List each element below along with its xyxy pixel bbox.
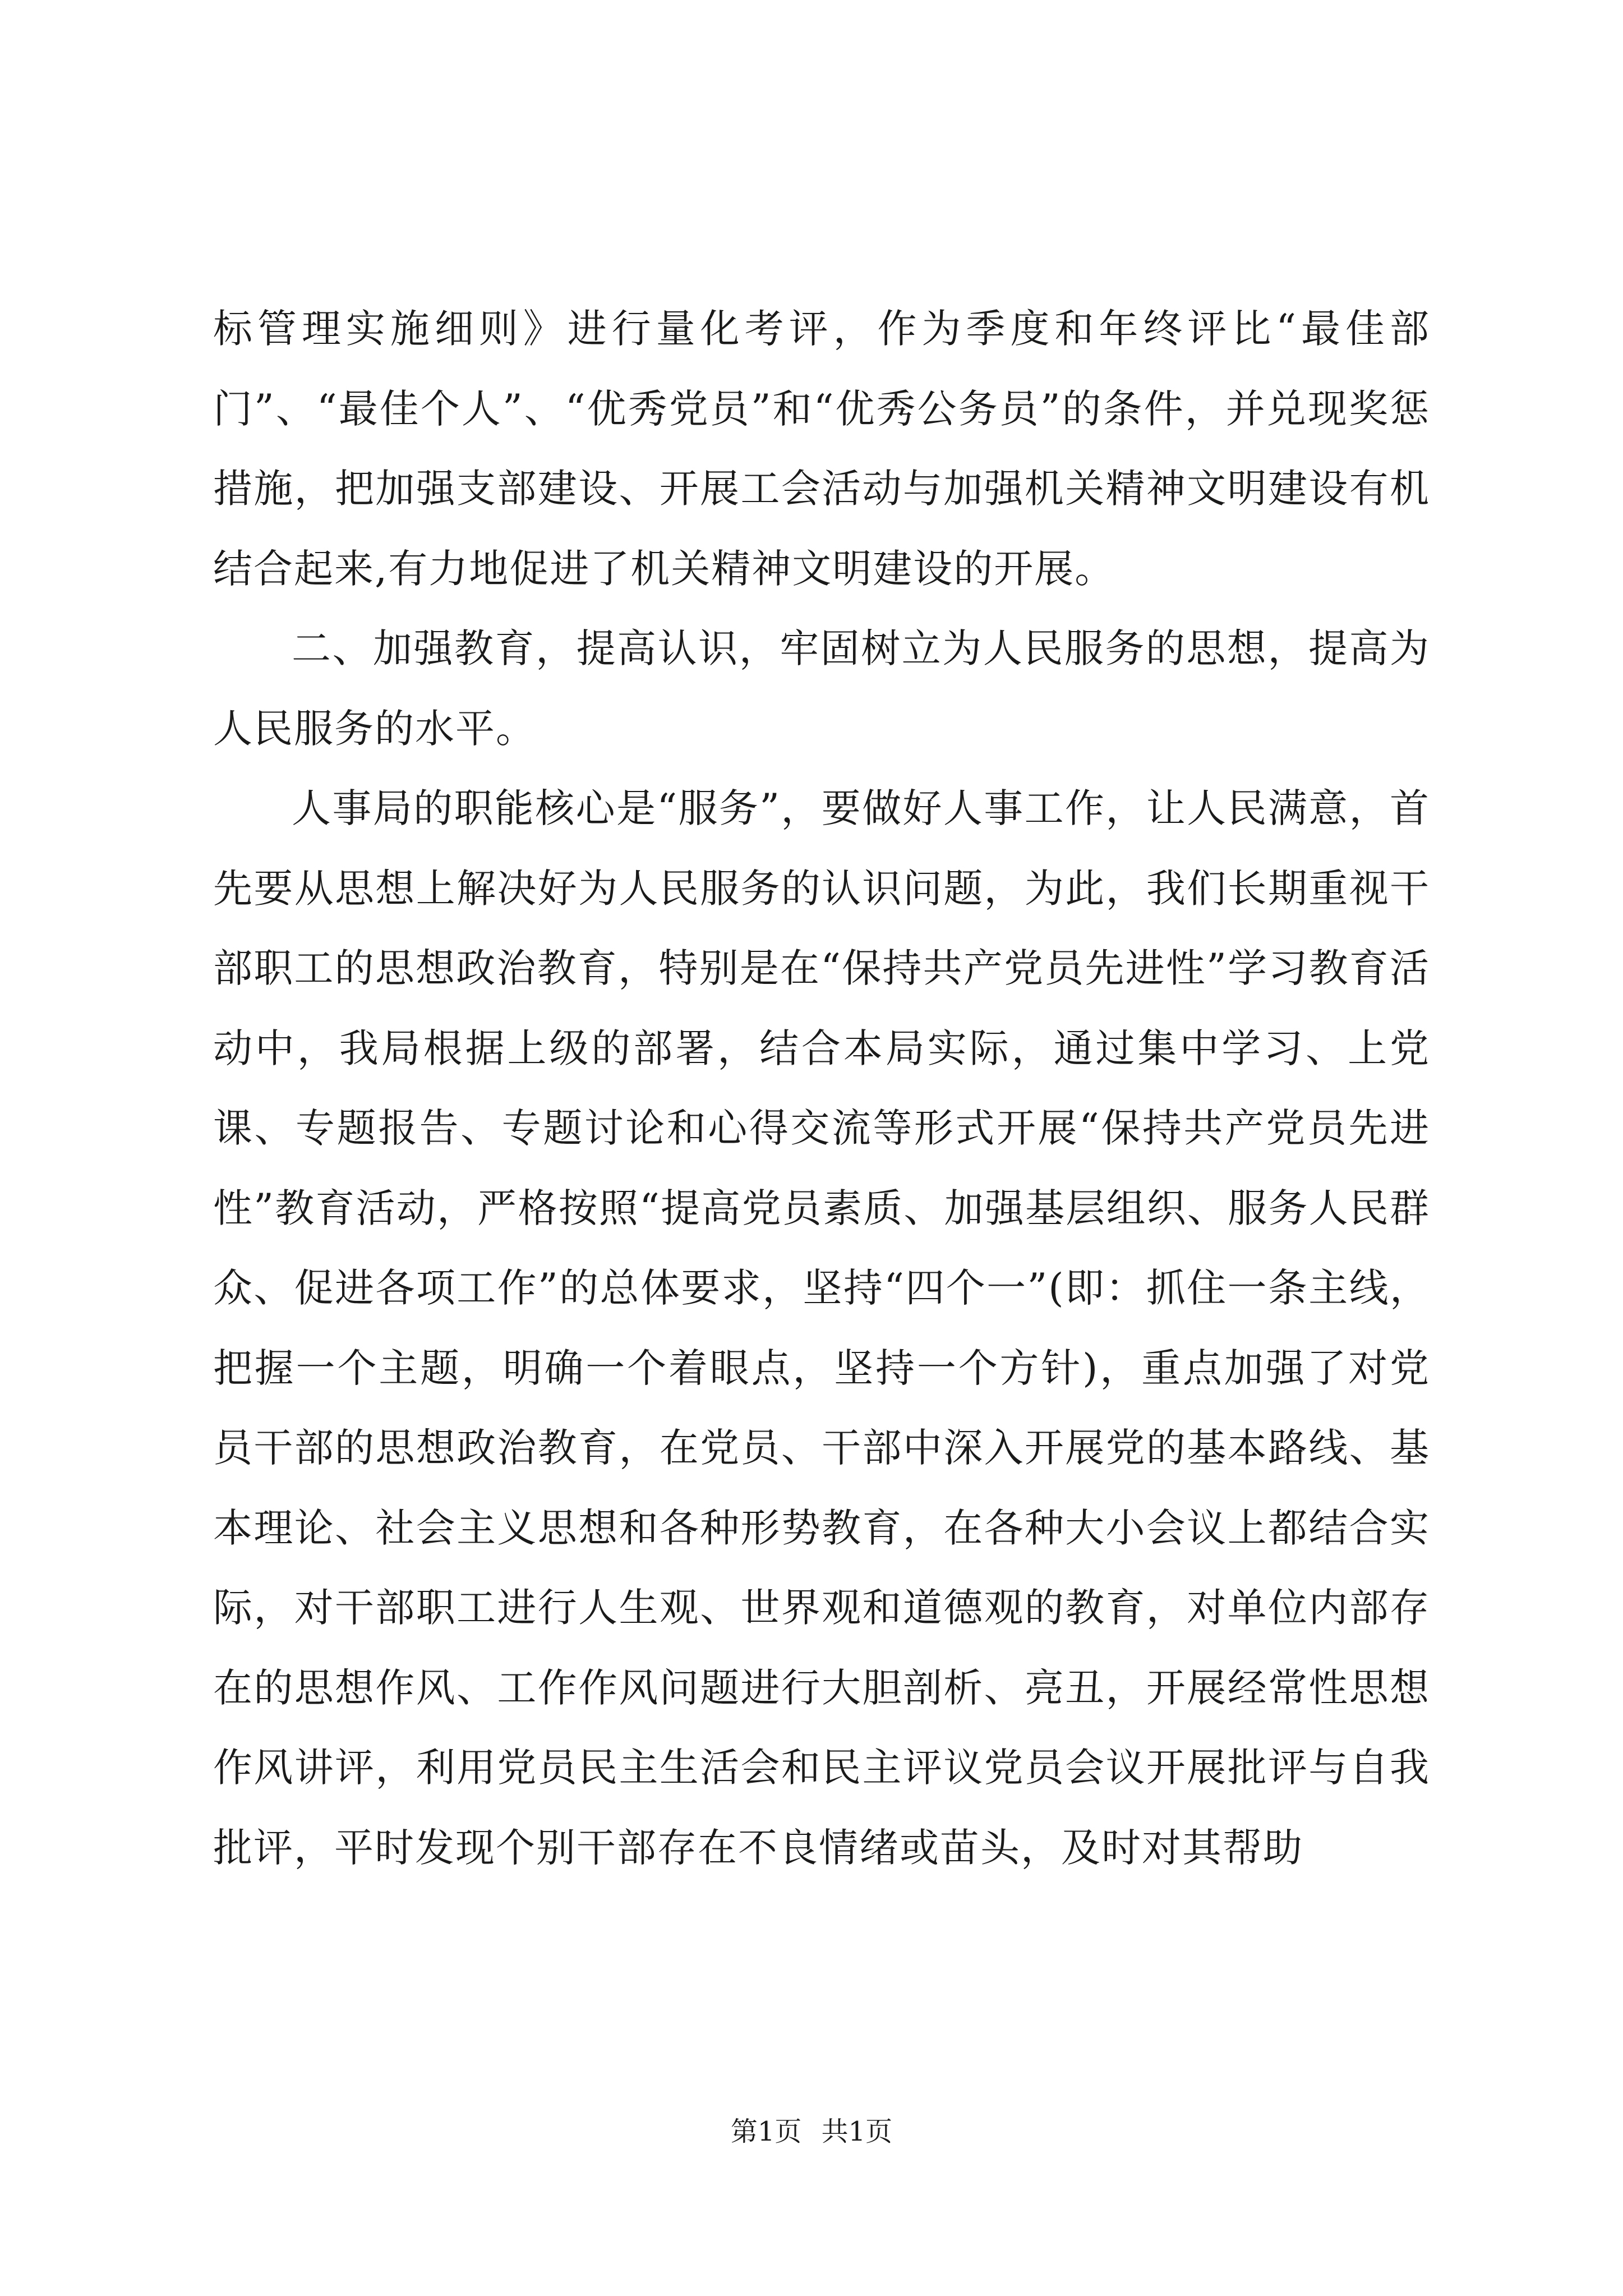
- page-number-total: 共1页: [821, 2116, 893, 2147]
- section-heading-two: 二、加强教育，提高认识，牢固树立为人民服务的思想，提高为人民服务的水平。: [213, 625, 1430, 752]
- page-footer: [0, 2115, 1623, 2148]
- paragraph-continuation: 标管理实施细则》进行量化考评，作为季度和年终评比“最佳部门”、“最佳个人”、“优秀党员”和“优秀公务员”的条件，并兑现奖惩措施，把加强支部建设、开展工会活动与加强机关精神文明建设有机结合起来,有力地促进了机关精神文明建设的开展。: [213, 306, 1430, 592]
- page-number-current: 第1页: [730, 2116, 802, 2147]
- paragraph-body: 人事局的职能核心是“服务”，要做好人事工作，让人民满意，首先要从思想上解决好为人民服务的认识问题，为此，我们长期重视干部职工的思想政治教育，特别是在“保持共产党员先进性”学习教育活动中，我局根据上级的部署，结合本局实际，通过集中学习、上党课、专题报告、专题讨论和心得交流等形式开展“保持共产党员先进性”教育活动，严格按照“提高党员素质、加强基层组织、服务人民群众、促进各项工作”的总体要求，坚持“四个一”(即：抓住一条主线，把握一个主题，明确一个着眼点，坚持一个方针)，重点加强了对党员干部的思想政治教育，在党员、干部中深入开展党的基本路线、基本理论、社会主义思想和各种形势教育，在各种大小会议上都结合实际，对干部职工进行人生观、世界观和道德观的教育，对单位内部存在的思想作风、工作作风问题进行大胆剖析、亮丑，开展经常性思想作风讲评，利用党员民主生活会和民主评议党员会议开展批评与自我批评，平时发现个别干部存在不良情绪或苗头，及时对其帮助: [213, 785, 1430, 1871]
- document-body: [213, 289, 1430, 1888]
